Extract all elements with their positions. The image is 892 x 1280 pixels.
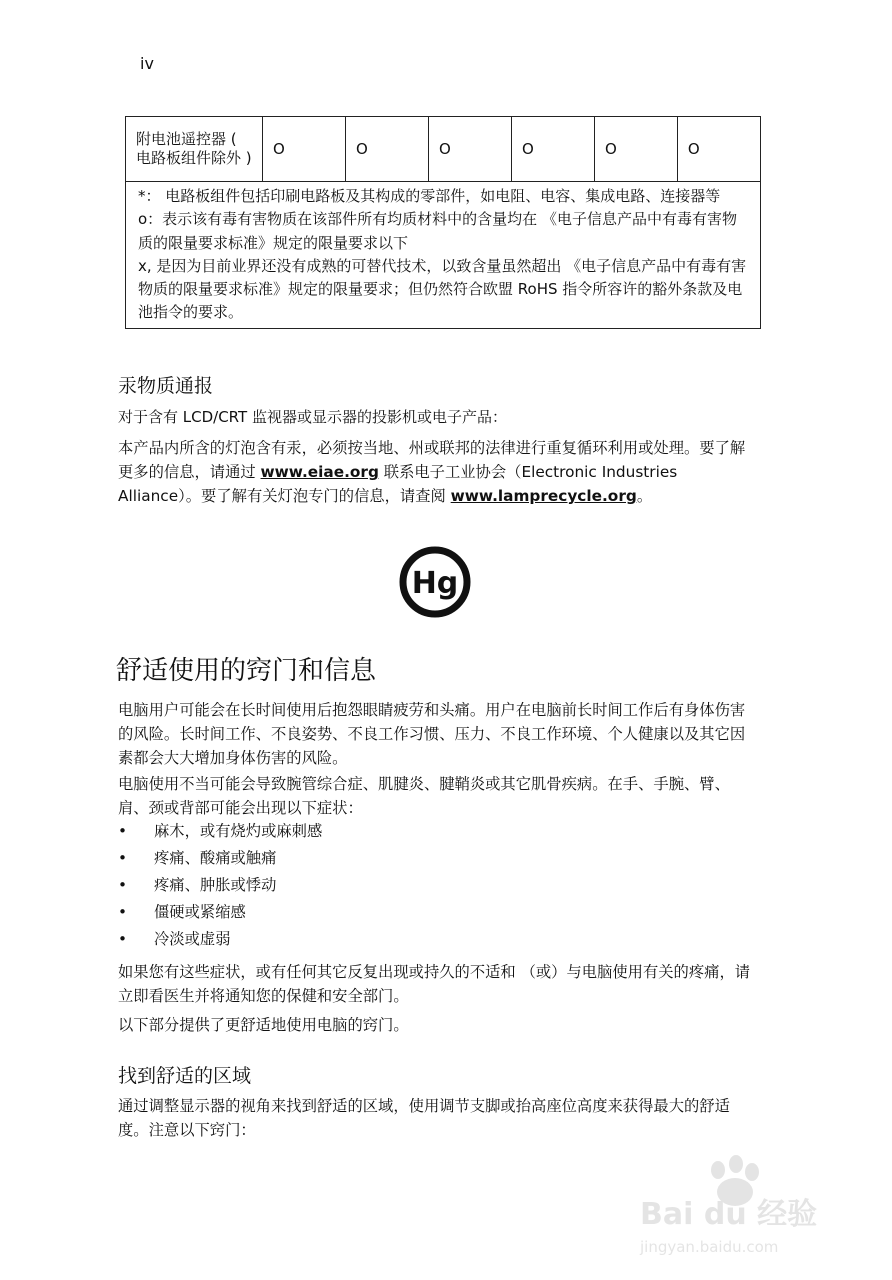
table-notes-row	[126, 182, 761, 329]
watermark-url: jingyan.baidu.com	[640, 1238, 779, 1256]
list-item: • 僵硬或紧缩感	[118, 899, 322, 926]
comfort-para-4: 以下部分提供了更舒适地使用电脑的窍门。	[118, 1016, 409, 1034]
mark-cell: O	[677, 117, 760, 182]
table-notes	[126, 182, 761, 329]
row-name: 附电池遥控器 ( 电路板组件除外 )	[126, 117, 263, 182]
mark-cell: O	[428, 117, 511, 182]
mercury-hg-icon	[398, 545, 472, 619]
mark-cell: O	[511, 117, 594, 182]
mercury-intro: 对于含有 LCD/CRT 监视器或显示器的投影机或电子产品：	[118, 408, 507, 426]
mark-cell: O	[594, 117, 677, 182]
rohs-table	[125, 116, 761, 329]
table-row	[126, 117, 761, 182]
mercury-title: 汞物质通报	[118, 375, 214, 397]
symptom-list	[118, 818, 322, 953]
mark-cell: O	[345, 117, 428, 182]
comfort-zone-title: 找到舒适的区域	[118, 1065, 252, 1087]
baidu-watermark	[632, 1152, 852, 1262]
comfort-para-2: 电脑使用不当可能会导致腕管综合症、肌腱炎、腱鞘炎或其它肌骨疾病。在手、手腕、臂、肩、颈或背部可能会出现以下症状：	[118, 775, 730, 817]
comfort-zone-para: 通过调整显示器的视角来找到舒适的区域，使用调节支脚或抬高座位高度来获得最大的舒适度。注意以下窍门：	[118, 1097, 730, 1139]
mark-cell: O	[263, 117, 346, 182]
lamprecycle-link[interactable]: www.lamprecycle.org	[450, 487, 637, 505]
note-o: o：表示该有毒有害物质在该部件所有均质材料中的含量均在 《电子信息产品中有毒有害物质的限量要求标准》规定的限量要求以下	[138, 210, 737, 252]
mercury-body-2: 联系电子工业协会（Electronic Industries Alliance）。要了解有关灯泡专门的信息，请查阅	[118, 463, 678, 505]
eiae-link[interactable]: www.eiae.org	[260, 463, 379, 481]
page-number: iv	[140, 54, 154, 73]
list-item: • 冷淡或虚弱	[118, 926, 322, 953]
list-item: • 麻木，或有烧灼或麻刺感	[118, 818, 322, 845]
mercury-body-end: 。	[636, 487, 653, 505]
note-x: x, 是因为目前业界还没有成熟的可替代技术，以致含量虽然超出 《电子信息产品中有毒有害物质的限量要求标准》规定的限量要求；但仍然符合欧盟 RoHS 指令所容许的豁外条款及电池指令的要求。	[138, 256, 747, 322]
comfort-title: 舒适使用的窍门和信息	[116, 656, 377, 686]
mercury-body-1: 本产品内所含的灯泡含有汞，必须按当地、州或联邦的法律进行重复循环利用或处理。要了解更多的信息，请通过	[118, 439, 746, 481]
note-asterisk: *： 电路板组件包括印刷电路板及其构成的零部件，如电阻、电容、集成电路、连接器等	[138, 187, 721, 205]
hg-label: Hg	[411, 566, 459, 601]
list-item: • 疼痛、酸痛或触痛	[118, 845, 322, 872]
comfort-para-3: 如果您有这些症状，或有任何其它反复出现或持久的不适和 （或）与电脑使用有关的疼痛，请立即看医生并将通知您的保健和安全部门。	[118, 963, 751, 1005]
watermark-brand: Bai du 经验	[640, 1197, 818, 1232]
list-item: • 疼痛、肿胀或悸动	[118, 872, 322, 899]
mercury-body	[118, 436, 758, 508]
comfort-para-1: 电脑用户可能会在长时间使用后抱怨眼睛疲劳和头痛。用户在电脑前长时间工作后有身体伤害的风险。长时间工作、不良姿势、不良工作习惯、压力、不良工作环境、个人健康以及其它因素都会大大增加身体伤害的风险。	[118, 701, 746, 767]
